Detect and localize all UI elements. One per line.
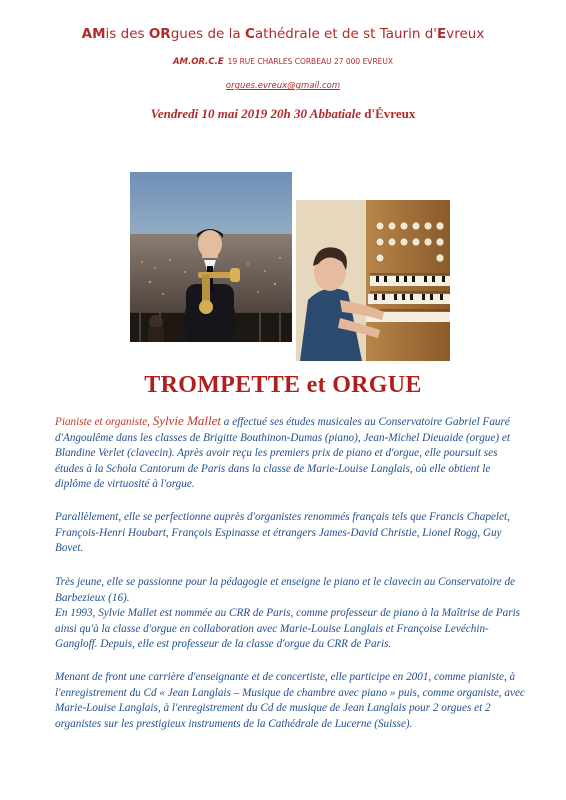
street-address: 19 RUE CHARLES CORBEAU 27 000 EVREUX [227, 57, 394, 66]
bio-text: En 1993, Sylvie Mallet est nommée au CRR de Paris, comme professeur de piano à la Maîtrise de Paris ainsi qu'à la classe d'orgue en collaboration avec Marie-Louise Langlais et Françoise Levéchin-Gangloff. Depuis, elle est professeur de la classe d'orgue du CRR de Paris. [55, 607, 521, 651]
bio-text: Parallèlement, elle se perfectionne auprès d'organistes renommés français tels que Francis Chapelet, François-Henri Houbart, François Espinasse et étrangers James-David Christie, Lionel Rogg, Guy Bovet. [55, 511, 510, 555]
biography-paragraph [55, 510, 525, 557]
organization-title [0, 26, 566, 42]
biography-paragraph [55, 670, 525, 732]
bio-lead: Pianiste et organiste, [55, 416, 153, 428]
biography-paragraph [55, 575, 525, 653]
org-title-initial: AM [81, 26, 106, 42]
org-title-segment: vreux [446, 26, 485, 42]
contact-email-link[interactable]: orgues.evreux@gmail.com [225, 81, 341, 91]
bio-text: Très jeune, elle se passionne pour la pédagogie et enseigne le piano et le clavecin au Conservatoire de Barbezieux (16). [55, 576, 516, 604]
biography-paragraph [55, 413, 525, 493]
org-title-segment: gues de la [170, 26, 245, 42]
concert-title: TROMPETTE et ORGUE [144, 372, 422, 398]
organization-address [0, 57, 566, 67]
bio-text: Menant de front une carrière d'enseignante et de concertiste, elle participe en 2001, comme pianiste, à l'enregistrement du Cd « Jean Langlais – Musique de chambre avec piano » puis, comme organiste, avec Marie-Louise Langlais, à l'enregistrement du Cd de musique de Jean Langlais pour 2 orgues et 2 organistes sur les prestigieux instruments de la Cathédrale de Lucerne (Suisse). [55, 671, 525, 730]
organist-photo [296, 200, 450, 361]
org-title-initial: C [244, 26, 255, 42]
performer-name: Sylvie Mallet [152, 413, 221, 428]
organization-code: AM.OR.C.E [172, 57, 224, 67]
org-title-segment: is des [105, 26, 149, 42]
org-title-initial: OR [148, 26, 171, 42]
org-title-segment: athédrale et de st Taurin d' [254, 26, 437, 42]
event-place: d'Évreux [364, 106, 416, 121]
trumpeter-photo [130, 172, 292, 342]
event-date: Vendredi 10 mai 2019 20h 30 Abbatiale [150, 106, 365, 121]
event-datetime [0, 106, 566, 122]
bio-text: a effectué ses études musicales au Conservatoire Gabriel Fauré d'Angoulême dans les classes de Brigitte Bouthinon-Dumas (piano), Jean-Michel Dieuaide (orgue) et Blandine Verlet (clavecin). Après avoir reçu les premiers prix de piano et d'orgue, elle poursuit ses études à la Schola Cantorum de Paris dans la classe de Marie-Louise Langlais, où elle obtient le diplôme de virtuosité à l'orgue. [55, 416, 510, 491]
org-title-initial: E [437, 26, 447, 42]
